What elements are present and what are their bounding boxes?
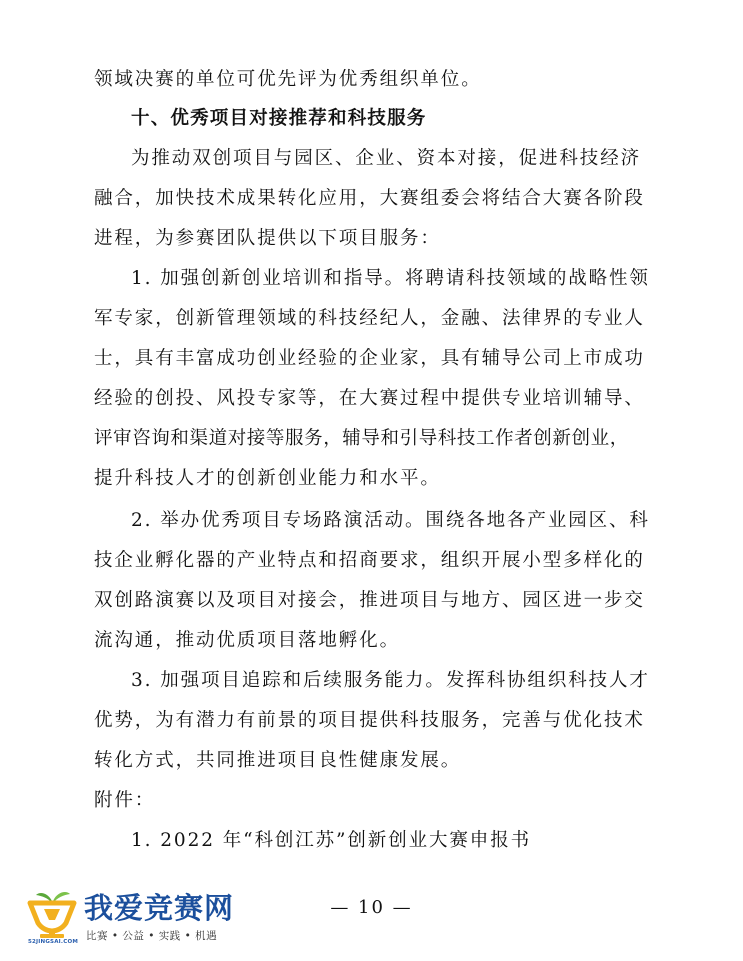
watermark-domain: 52JINGSAI.COM <box>27 939 78 945</box>
text-line: 评审咨询和渠道对接等服务，辅导和引导科技工作者创新创业， <box>94 428 629 449</box>
text-line: 领域决赛的单位可优先评为优秀组织单位。 <box>94 69 482 90</box>
text-line: 双创路演赛以及项目对接会，推进项目与地方、园区进一步交 <box>94 590 645 611</box>
text-line: 3. 加强项目追踪和后续服务能力。发挥科协组织科技人才 <box>131 670 650 691</box>
text-line: 转化方式，共同推进项目良性健康发展。 <box>94 750 462 771</box>
section-heading: 十、优秀项目对接推荐和科技服务 <box>131 108 427 129</box>
page-number: — 10 — <box>330 897 413 918</box>
text-line: 优势，为有潜力有前景的项目提供科技服务，完善与优化技术 <box>94 710 645 731</box>
text-line: 为推动双创项目与园区、企业、资本对接，促进科技经济 <box>131 148 642 169</box>
attachment-item: 1. 2022 年“科创江苏”创新创业大赛申报书 <box>131 830 532 851</box>
watermark-name: 我爱竞赛网 <box>84 891 235 925</box>
text-line: 提升科技人才的创新创业能力和水平。 <box>94 468 441 489</box>
text-line: 流沟通，推动优质项目落地孵化。 <box>94 630 401 651</box>
text-line: 2. 举办优秀项目专场路演活动。围绕各地各产业园区、科 <box>131 510 650 531</box>
text-line: 1. 加强创新创业培训和指导。将聘请科技领域的战略性领 <box>131 268 650 289</box>
text-line: 士，具有丰富成功创业经验的企业家，具有辅导公司上市成功 <box>94 348 645 369</box>
watermark-slogan: 比赛 • 公益 • 实践 • 机遇 <box>86 930 218 942</box>
text-line: 进程，为参赛团队提供以下项目服务： <box>94 228 441 249</box>
watermark-logo <box>22 887 272 953</box>
text-line: 技企业孵化器的产业特点和招商要求，组织开展小型多样化的 <box>94 550 645 571</box>
text-line: 军专家，创新管理领域的科技经纪人，金融、法律界的专业人 <box>94 308 645 329</box>
attachment-label: 附件： <box>94 790 156 811</box>
text-line: 融合，加快技术成果转化应用，大赛组委会将结合大赛各阶段 <box>94 188 645 209</box>
text-line: 经验的创投、风投专家等，在大赛过程中提供专业培训辅导、 <box>94 388 645 409</box>
